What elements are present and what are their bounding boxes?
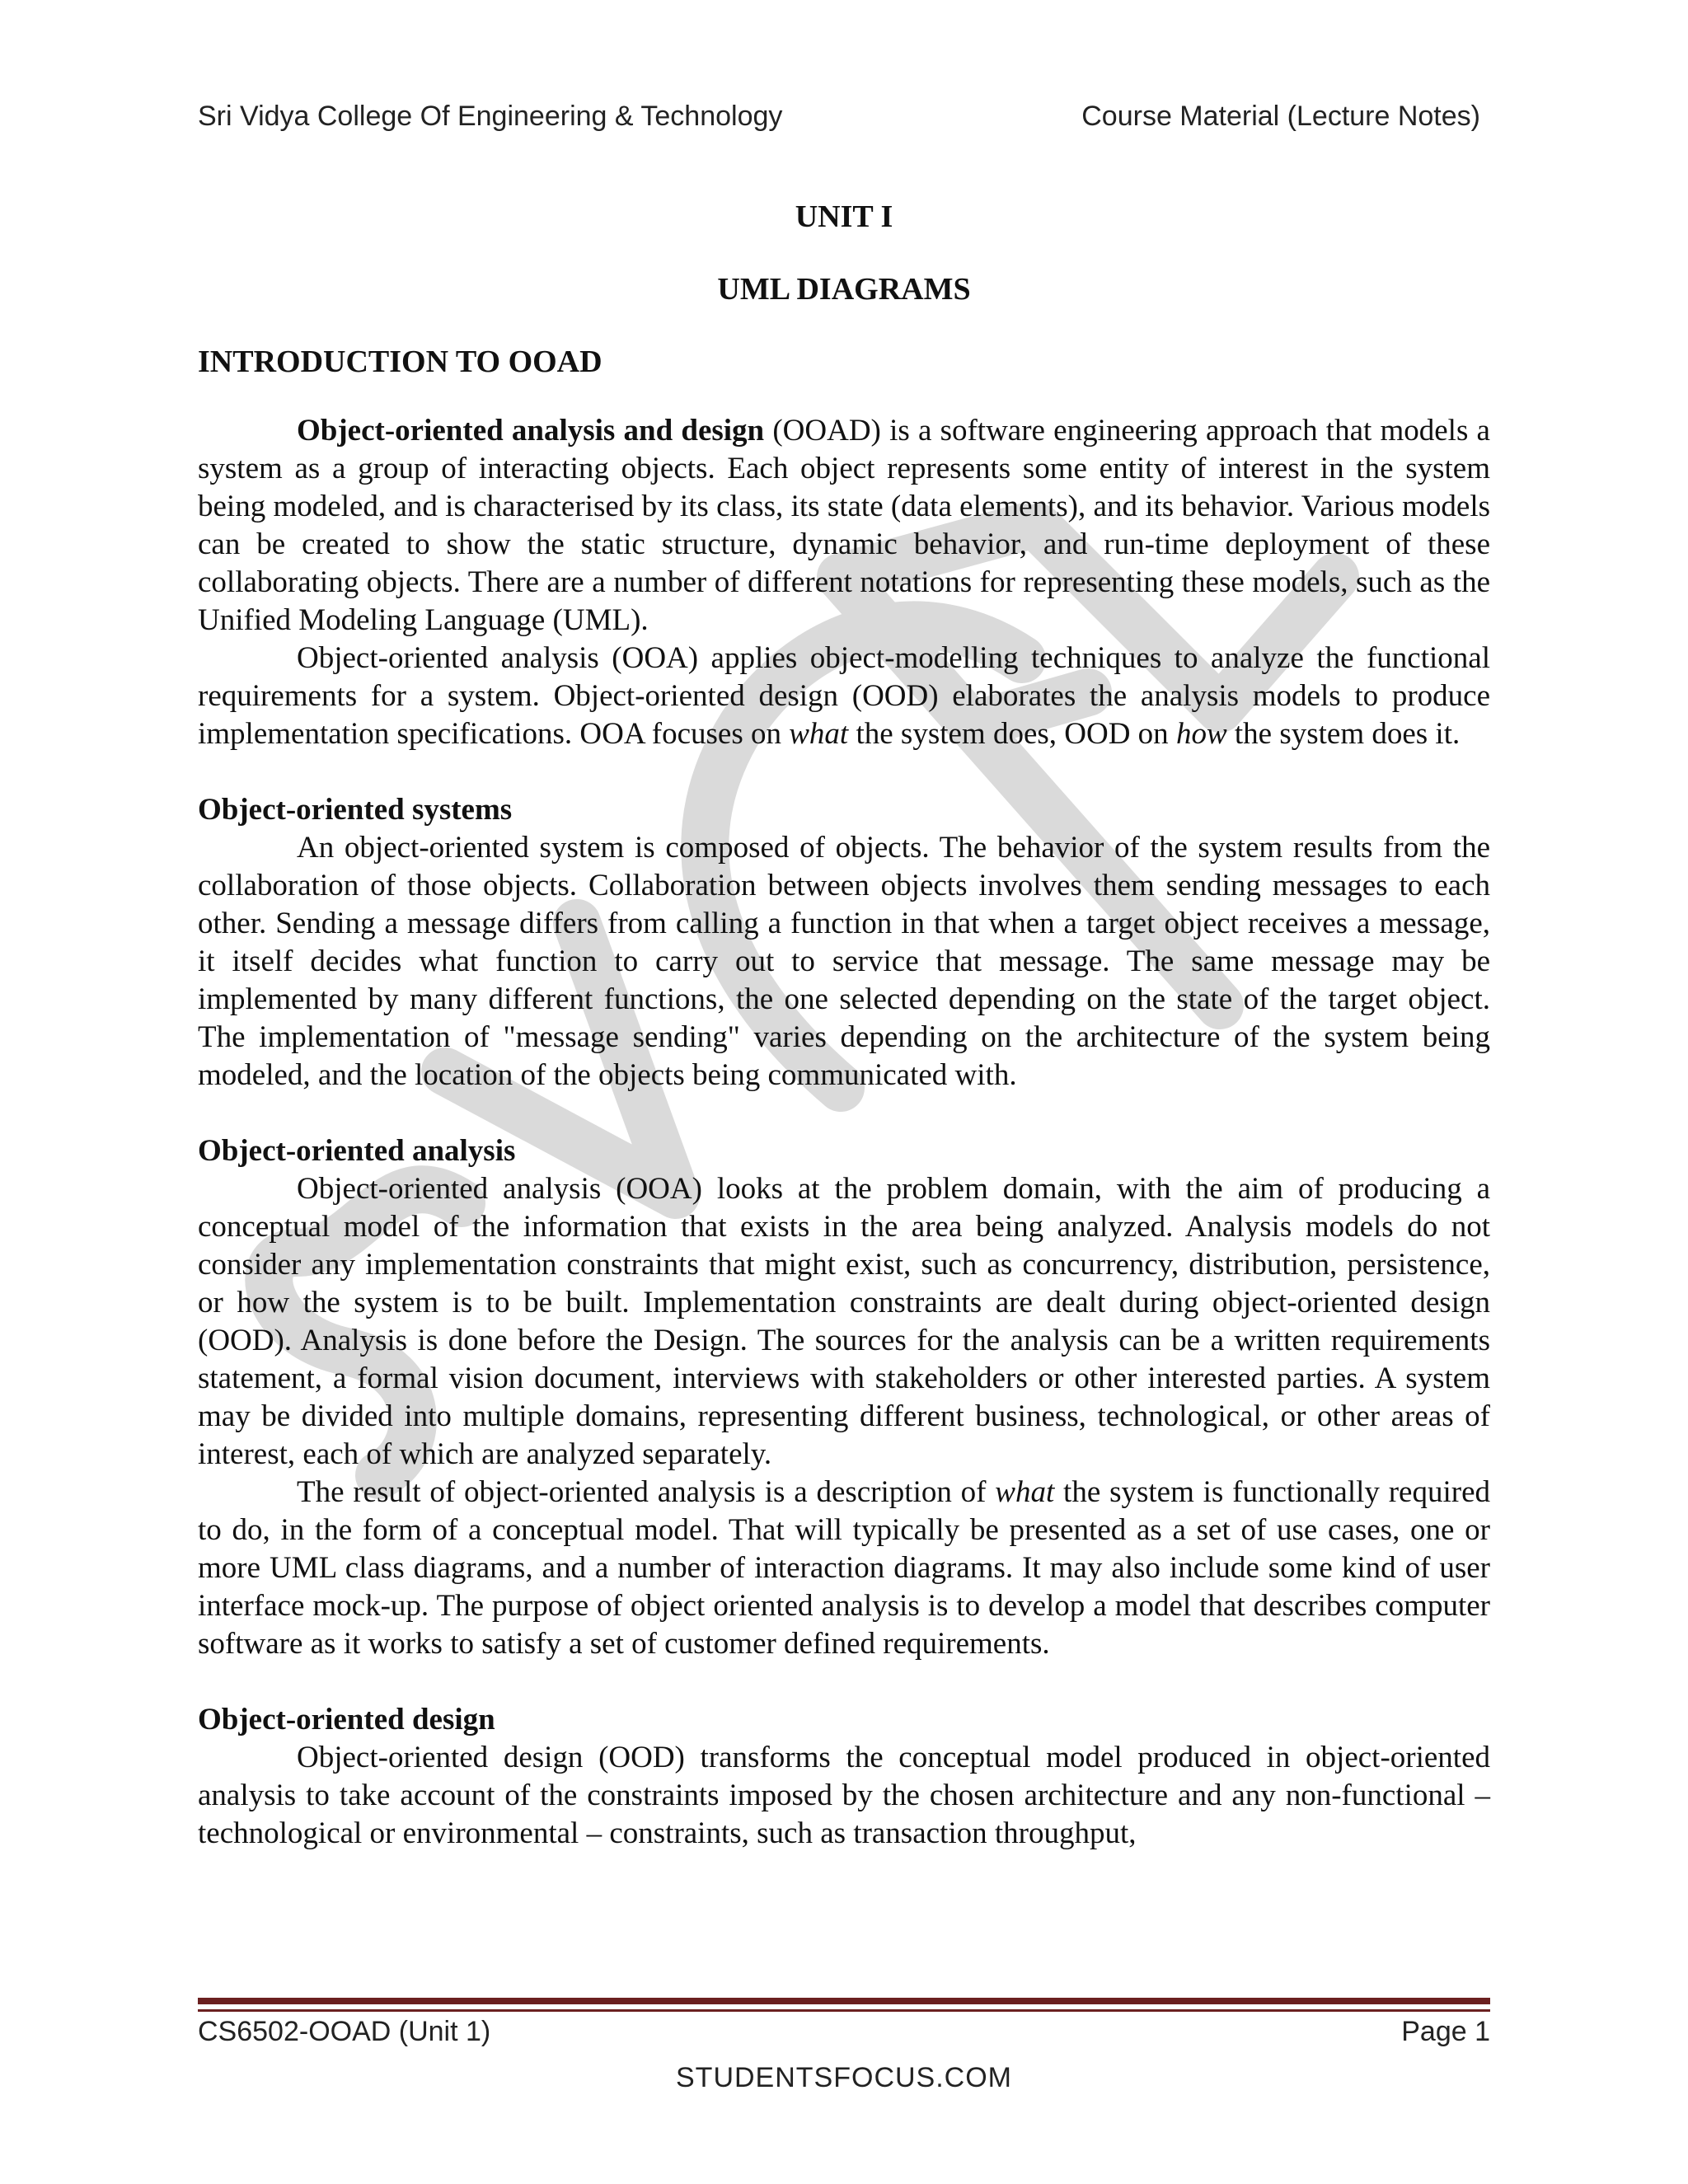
page-content [198,198,1490,1853]
intro-paragraph-1 [198,412,1490,640]
analysis-paragraph-1: Object-oriented analysis (OOA) looks at the problem domain, with the aim of producing a conceptual model of the information that exists in the area being analyzed. Analysis models do not consider any implementation constraints that might exist, such as concurrency, distribution, persistence, or how the system is to be built. Implementation constraints are dealt during object-oriented design (OOD). Analysis is done before the Design. The sources for the analysis can be a written requirements statement, a formal vision document, interviews with stakeholders or other interested parties. A system may be divided into multiple domains, representing different business, technological, or other areas of interest, each of which are analyzed separately. [198,1172,1490,1471]
ooad-term: Object-oriented analysis and design [297,414,765,448]
page-number: Page 1 [1401,2016,1490,2047]
header-course-material: Course Material (Lecture Notes) [1081,101,1480,132]
header-college: Sri Vidya College Of Engineering & Technology [198,101,783,132]
emphasis-how: how [1175,717,1227,751]
systems-heading: Object-oriented systems [198,793,513,827]
footer-site: STUDENTSFOCUS.COM [676,2062,1012,2093]
emphasis-what-2: what [995,1475,1055,1509]
intro-p1-text: (OOAD) is a software engineering approach that models a system as a group of interacting objects. Each object represents some entity of interest in the system being modeled, and is characterised by its class, its state (data elements), and its behavior. Various models can be created to show the static structure, dynamic behavior, and run-time deployment of these collaborating objects. There are a number of different notations for representing these models, such as the Unified Modeling Language (UML). [198,414,1490,637]
analysis-paragraph-2 [198,1474,1490,1663]
intro-p2-a: Object-oriented analysis (OOA) applies object-modelling techniques to analyze the functional requirements for a system. Object-oriented design (OOD) elaborates the analysis models to produce implementation specifications. OOA focuses on [198,641,1490,751]
footer-rule-thin [198,2009,1490,2012]
subject-title: UML DIAGRAMS [717,272,971,307]
footer-rule [198,1998,1490,2004]
design-paragraph: Object-oriented design (OOD) transforms the conceptual model produced in object-oriented analysis to take account of the constraints imposed by the chosen architecture and any non-functional – technological or environmental – constraints, such as transaction throughput, [198,1741,1490,1850]
emphasis-what: what [789,717,849,751]
analysis-heading: Object-oriented analysis [198,1134,516,1168]
intro-p2-c: the system does it. [1226,717,1461,751]
analysis-p2-a: The result of object-oriented analysis is a description of [297,1475,996,1509]
analysis-p2-b: the system is functionally required to do, in the form of a conceptual model. That will typically be presented as a set of use cases, one or more UML class diagrams, and a number of interaction diagrams. It may also include some kind of user interface mock-up. The purpose of object oriented analysis is to develop a model that describes computer software as it works to satisfy a set of customer defined requirements. [198,1475,1490,1661]
footer-course-code: CS6502-OOAD (Unit 1) [198,2016,491,2047]
intro-heading: INTRODUCTION TO OOAD [198,344,603,379]
intro-p2-b: the system does, OOD on [848,717,1176,751]
design-heading: Object-oriented design [198,1703,495,1736]
unit-title: UNIT I [795,199,893,234]
intro-paragraph-2 [198,640,1490,753]
systems-paragraph: An object-oriented system is composed of objects. The behavior of the system results from the collaboration of those objects. Collaboration between objects involves them sending messages to each other. Sending a message differs from calling a function in that when a target object receives a message, it itself decides what function to carry out to service that message. The same message may be implemented by many different functions, the one selected depending on the state of the target object. The implementation of "message sending" varies depending on the architecture of the system being modeled, and the location of the objects being communicated with. [198,831,1490,1092]
